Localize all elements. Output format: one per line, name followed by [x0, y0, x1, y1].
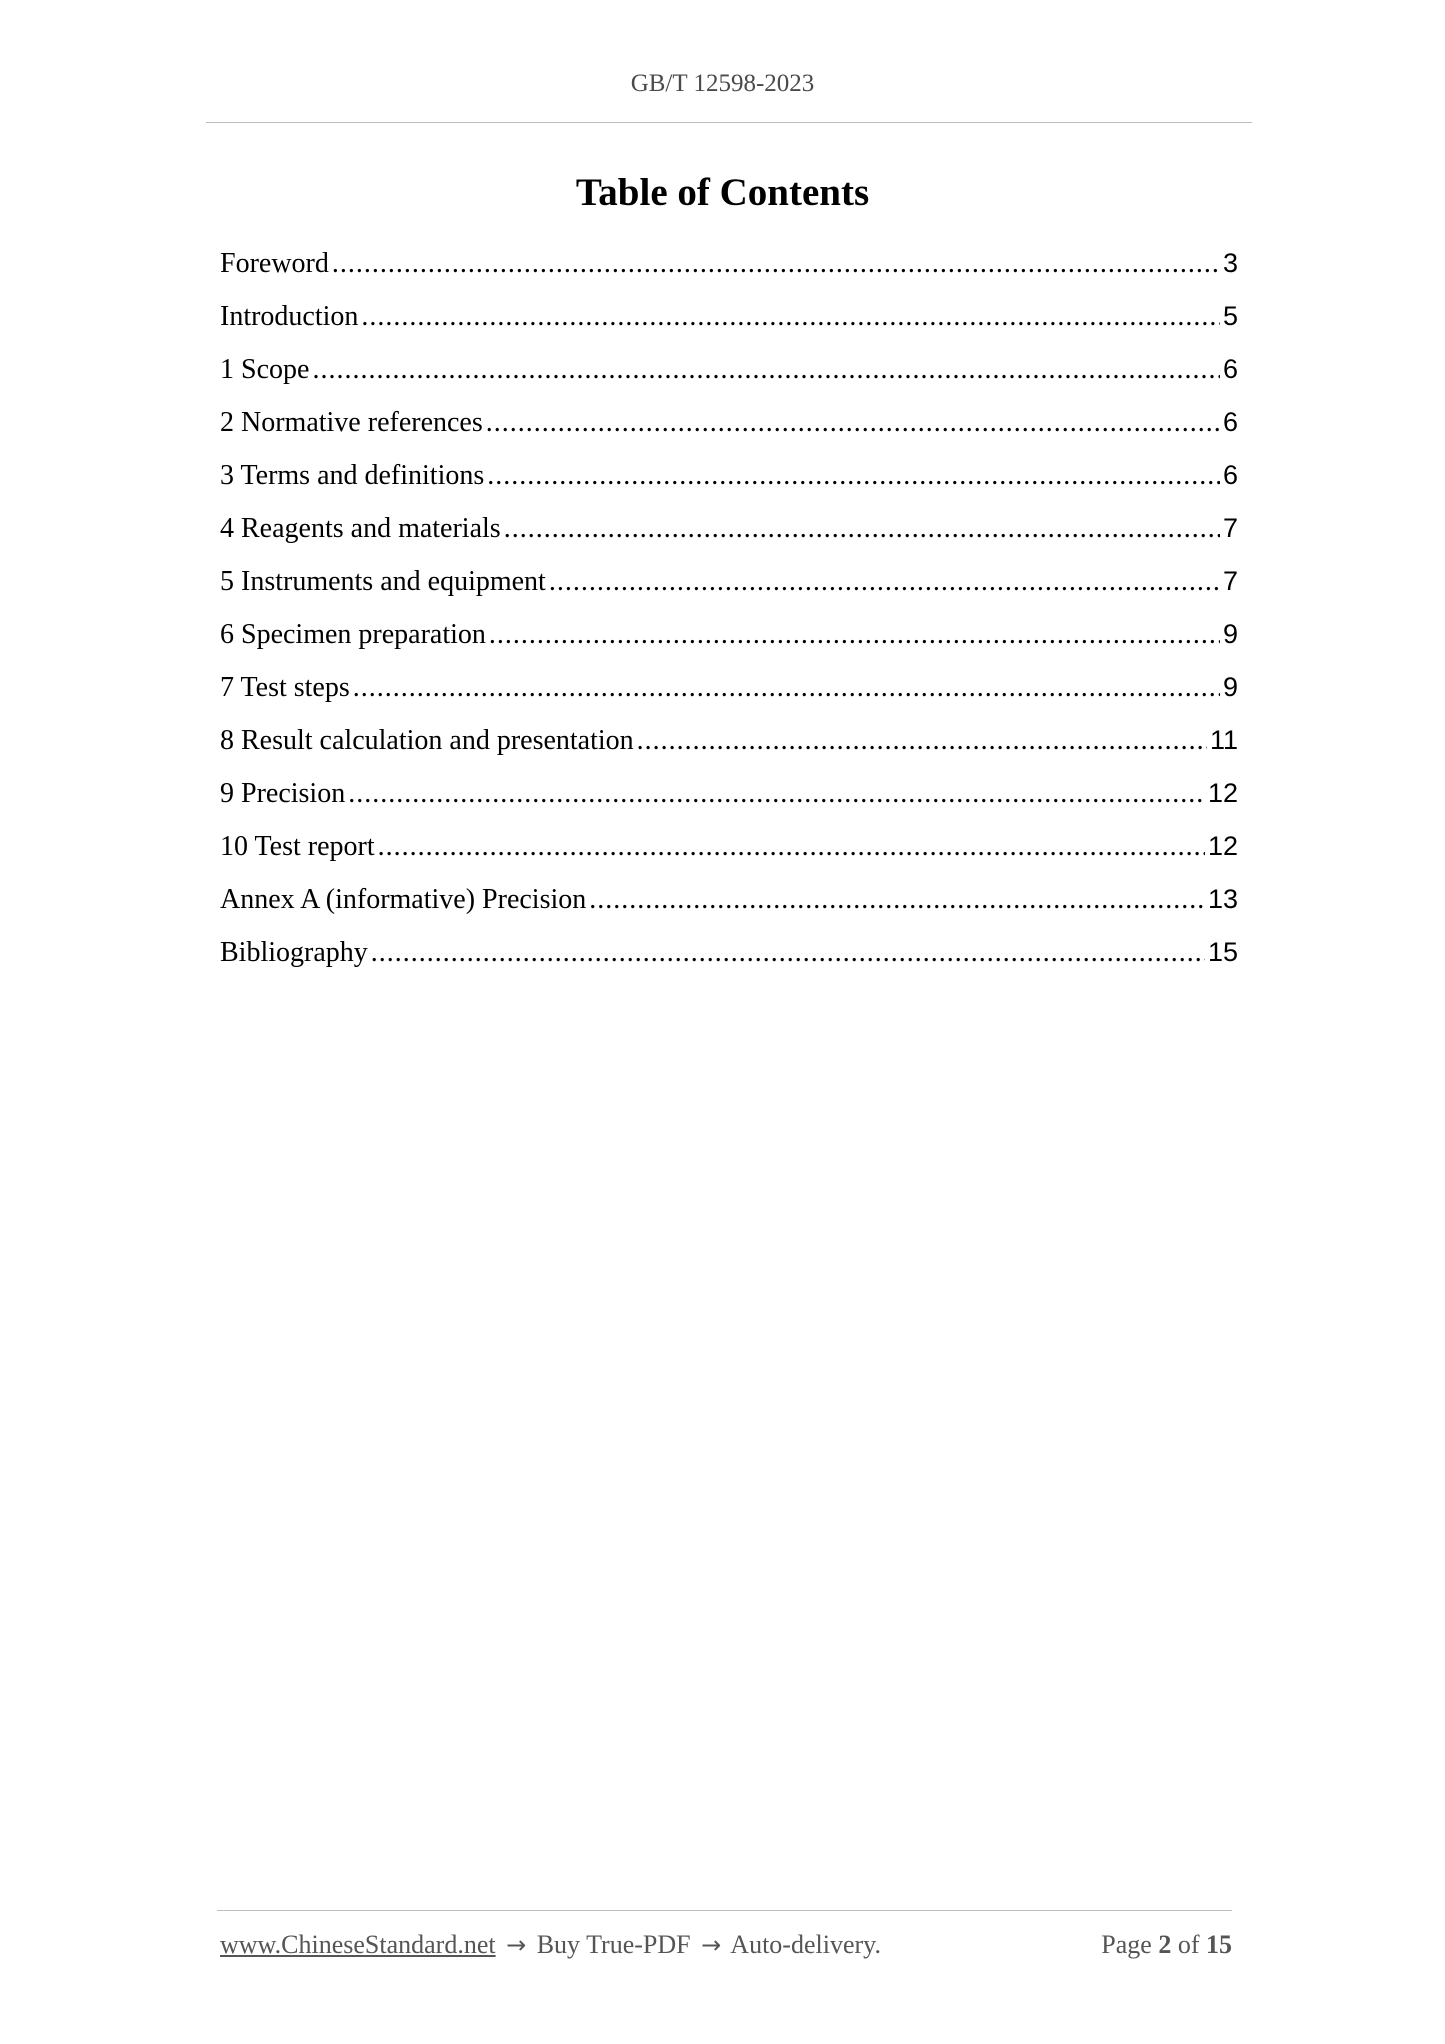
toc-entry-page: 7 — [1222, 566, 1238, 596]
toc-entry-page: 3 — [1222, 248, 1238, 278]
toc-entry-terms-and-definitions[interactable] — [220, 460, 1238, 513]
toc-entry-normative-references[interactable] — [220, 407, 1238, 460]
toc-entry-precision[interactable] — [220, 778, 1238, 831]
toc-dot-leader — [361, 301, 1220, 333]
toc-entry-label: 4 Reagents and materials — [220, 513, 501, 544]
arrow-right-icon: → — [506, 1931, 527, 1959]
toc-dot-leader — [504, 513, 1220, 545]
toc-entry-bibliography[interactable] — [220, 937, 1238, 990]
auto-delivery-text: Auto-delivery. — [730, 1930, 881, 1959]
of-word: of — [1177, 1930, 1200, 1959]
toc-dot-leader — [332, 248, 1220, 280]
toc-dot-leader — [637, 725, 1207, 757]
toc-entry-page: 6 — [1222, 354, 1238, 384]
toc-entry-label: 6 Specimen preparation — [220, 619, 486, 650]
toc-entry-annex-a[interactable] — [220, 884, 1238, 937]
toc-entry-label: Annex A (informative) Precision — [220, 884, 587, 915]
toc-entry-page: 6 — [1222, 460, 1238, 490]
toc-entry-label: Bibliography — [220, 937, 368, 968]
page-footer — [220, 1930, 1232, 1960]
footer-divider — [217, 1910, 1232, 1911]
arrow-right-icon: → — [701, 1931, 722, 1959]
toc-entry-page: 7 — [1222, 513, 1238, 543]
footer-promo — [220, 1930, 881, 1960]
toc-entry-label: Introduction — [220, 301, 359, 332]
toc-entry-label: 7 Test steps — [220, 672, 350, 703]
toc-entry-foreword[interactable] — [220, 248, 1238, 301]
toc-entry-page: 9 — [1222, 619, 1238, 649]
toc-entry-label: 3 Terms and definitions — [220, 460, 485, 491]
current-page-number: 2 — [1158, 1930, 1172, 1959]
toc-dot-leader — [589, 884, 1205, 916]
toc-entry-page: 5 — [1222, 301, 1238, 331]
buy-true-pdf-text: Buy True-PDF — [536, 1930, 691, 1959]
toc-entry-test-steps[interactable] — [220, 672, 1238, 725]
toc-entry-page: 12 — [1207, 831, 1238, 861]
page-number — [1101, 1930, 1232, 1960]
toc-entry-test-report[interactable] — [220, 831, 1238, 884]
document-code-header: GB/T 12598-2023 — [630, 70, 815, 97]
total-page-count: 15 — [1206, 1930, 1232, 1959]
toc-dot-leader — [371, 937, 1205, 969]
toc-entry-page: 13 — [1207, 884, 1238, 914]
toc-entry-page: 6 — [1222, 407, 1238, 437]
toc-entry-introduction[interactable] — [220, 301, 1238, 354]
toc-dot-leader — [353, 672, 1220, 704]
toc-entry-label: 9 Precision — [220, 778, 346, 809]
toc-dot-leader — [549, 566, 1220, 598]
site-link[interactable]: www.ChineseStandard.net — [220, 1930, 496, 1959]
header-divider — [206, 122, 1252, 123]
toc-dot-leader — [312, 354, 1220, 386]
toc-dot-leader — [486, 407, 1220, 439]
toc-dot-leader — [489, 619, 1220, 651]
toc-entry-label: 8 Result calculation and presentation — [220, 725, 634, 756]
toc-entry-label: 1 Scope — [220, 354, 310, 385]
toc-dot-leader — [348, 778, 1205, 810]
toc-entry-result-calculation[interactable] — [220, 725, 1238, 778]
toc-entry-page: 11 — [1209, 725, 1238, 755]
toc-entry-reagents-and-materials[interactable] — [220, 513, 1238, 566]
toc-dot-leader — [378, 831, 1205, 863]
toc-entry-page: 15 — [1207, 937, 1238, 967]
toc-entry-label: Foreword — [220, 248, 329, 279]
toc-title: Table of Contents — [575, 171, 870, 214]
toc-entry-page: 12 — [1207, 778, 1238, 808]
toc-entry-page: 9 — [1222, 672, 1238, 702]
table-of-contents — [220, 248, 1238, 990]
toc-dot-leader — [487, 460, 1220, 492]
page-word: Page — [1101, 1930, 1152, 1959]
toc-entry-label: 10 Test report — [220, 831, 375, 862]
toc-entry-scope[interactable] — [220, 354, 1238, 407]
toc-entry-instruments-and-equipment[interactable] — [220, 566, 1238, 619]
toc-entry-label: 5 Instruments and equipment — [220, 566, 546, 597]
toc-entry-label: 2 Normative references — [220, 407, 483, 438]
toc-entry-specimen-preparation[interactable] — [220, 619, 1238, 672]
